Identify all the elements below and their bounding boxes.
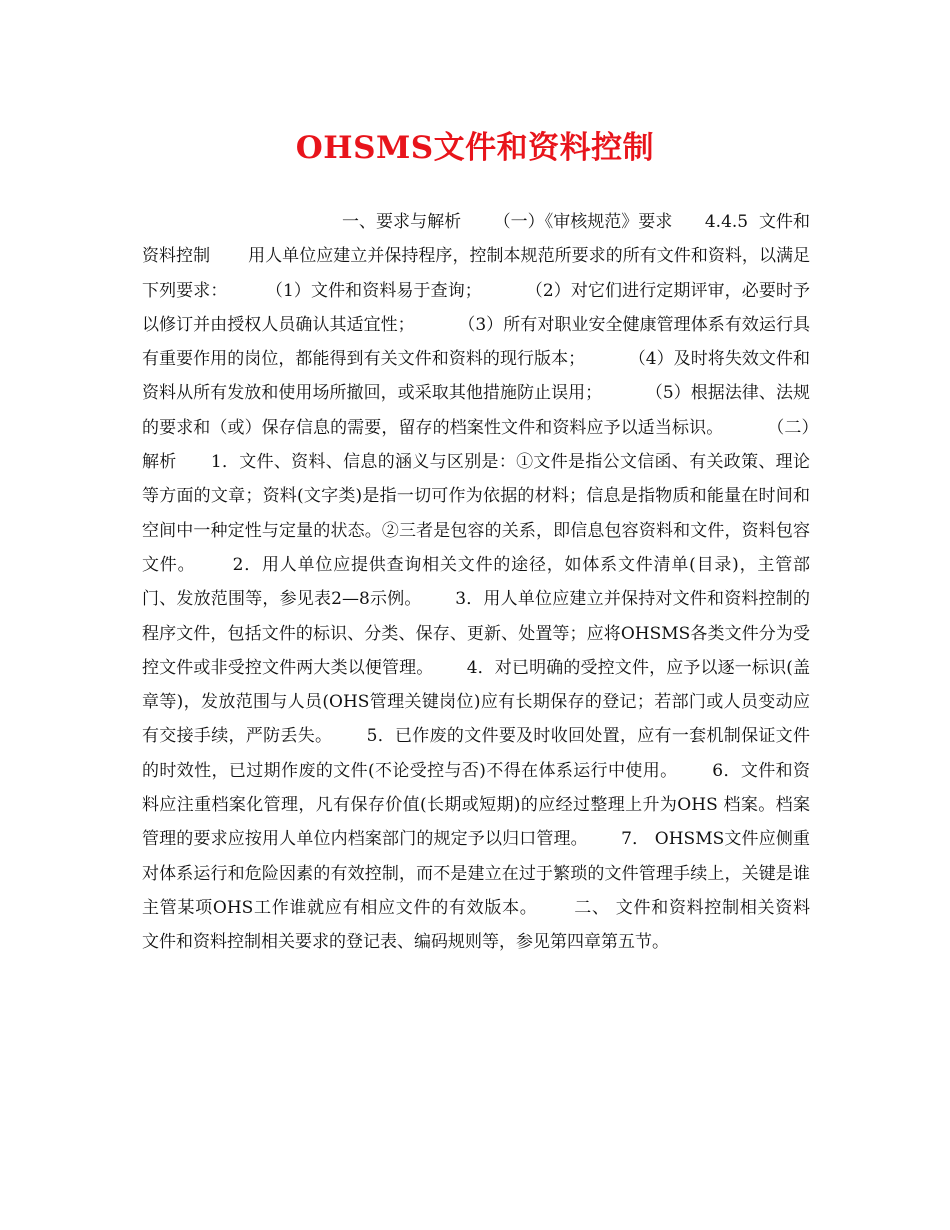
document-title: OHSMS文件和资料控制 bbox=[295, 130, 655, 166]
document-body: 一、要求与解析 （一）《审核规范》要求 4.4.5 文件和资料控制 用人单位应建立并保持程序，控制本规范所要求的所有文件和资料，以满足下列要求： （1）文件和资料易于查询； （2）对它们进行定期评审，必要时予以修订并由授权人员确认其适宜性； （3）所有对职业安全健康管理体系有效运行具有重要作用的岗位，都能得到有关文件和资料的现行版本； （4）及时将失效文件和资料从所有发放和使用场所撤回，或采取其他措施防止误用； （5）根据法律、法规的要求和（或）保存信息的需要，留存的档案性文件和资料应予以适当标识。 （二）解析 1．文件、资料、信息的涵义与区别是：①文件是指公文信函、有关政策、理论等方面的文章；资料(文字类)是指一切可作为依据的材料；信息是指物质和能量在时间和空间中一种定性与定量的状态。②三者是包容的关系，即信息包容资料和文件，资料包容文件。 2．用人单位应提供查询相关文件的途径，如体系文件清单(目录)，主管部门、发放范围等，参见表2—8示例。 3．用人单位应建立并保持对文件和资料控制的程序文件，包括文件的标识、分类、保存、更新、处置等；应将OHSMS各类文件分为受控文件或非受控文件两大类以便管理。 4．对已明确的受控文件，应予以逐一标识(盖章等)，发放范围与人员(OHS管理关键岗位)应有长期保存的登记；若部门或人员变动应有交接手续，严防丢失。 5．已作废的文件要及时收回处置，应有一套机制保证文件的时效性，已过期作废的文件(不论受控与否)不得在体系运行中使用。 6．文件和资料应注重档案化管理，凡有保存价值(长期或短期)的应经过整理上升为OHS 档案。档案管理的要求应按用人单位内档案部门的规定予以归口管理。 7． OHSMS文件应侧重对体系运行和危险因素的有效控制，而不是建立在过于繁琐的文件管理手续上，关键是谁主管某项OHS工作谁就应有相应文件的有效版本。 二、 文件和资料控制相关资料 文件和资料控制相关要求的登记表、编码规则等，参见第四章第五节。 bbox=[142, 212, 843, 953]
